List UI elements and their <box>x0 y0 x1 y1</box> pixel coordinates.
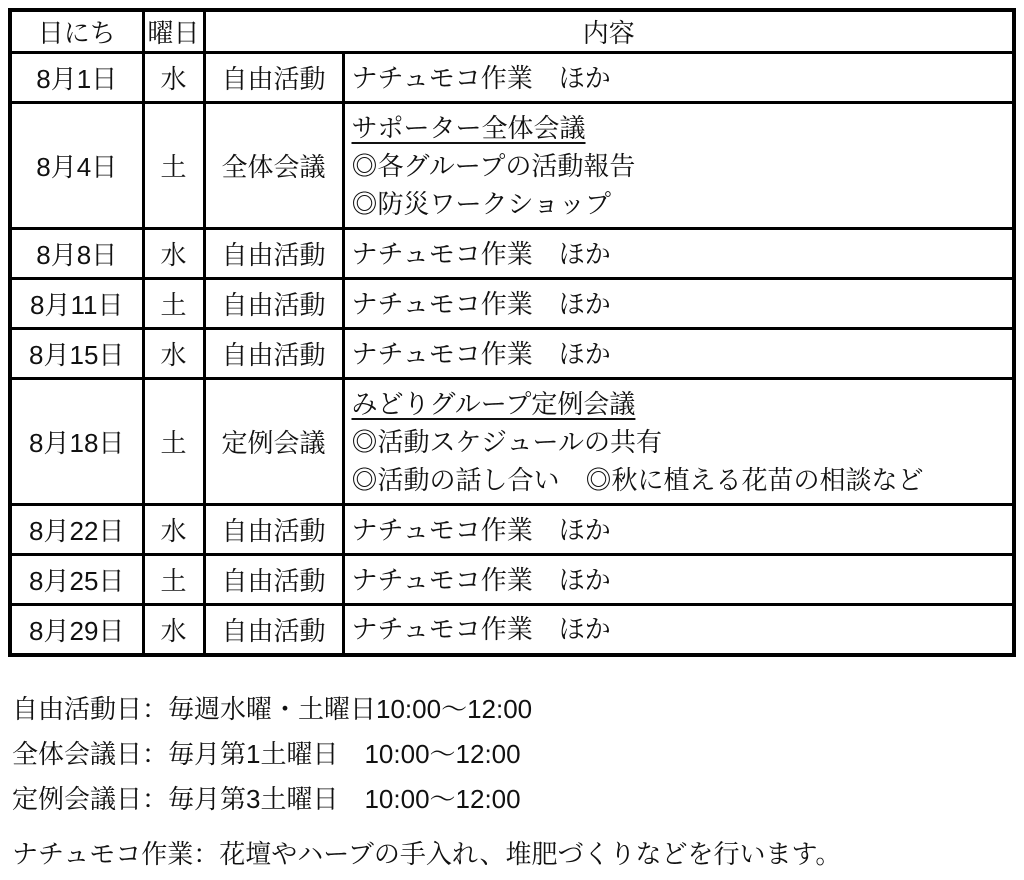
content-line: ◎活動スケジュールの共有 <box>351 426 662 457</box>
activity-cell: 自由活動 <box>204 505 343 555</box>
day-cell: 水 <box>143 605 204 655</box>
activity-cell: 全体会議 <box>204 103 343 229</box>
date-cell: 8月29日 <box>10 605 143 655</box>
date-cell: 8月1日 <box>10 53 143 103</box>
activity-cell: 自由活動 <box>204 229 343 279</box>
day-cell: 土 <box>143 555 204 605</box>
day-cell: 水 <box>143 53 204 103</box>
activity-cell: 自由活動 <box>204 329 343 379</box>
content-title-line: みどりグループ定例会議 <box>351 388 636 419</box>
header-date: 日にち <box>10 10 143 53</box>
content-cell <box>343 379 1014 505</box>
day-cell: 土 <box>143 279 204 329</box>
table-row <box>10 229 1014 279</box>
date-cell: 8月25日 <box>10 555 143 605</box>
table-row <box>10 379 1014 505</box>
content-line: ナチュモコ作業 ほか <box>351 514 611 545</box>
content-line: ナチュモコ作業 ほか <box>351 62 611 93</box>
date-cell: 8月15日 <box>10 329 143 379</box>
table-row <box>10 555 1014 605</box>
table-row <box>10 53 1014 103</box>
day-cell: 土 <box>143 379 204 505</box>
date-cell: 8月11日 <box>10 279 143 329</box>
content-line: ナチュモコ作業 ほか <box>351 338 611 369</box>
table-row <box>10 605 1014 655</box>
content-line: ナチュモコ作業 ほか <box>351 564 611 595</box>
note-free-activity: 自由活動日：毎週水曜・土曜日10:00～12:00 <box>12 693 533 724</box>
table-header-row <box>10 10 1014 53</box>
content-line: ナチュモコ作業 ほか <box>351 238 611 269</box>
table-row <box>10 329 1014 379</box>
table-row <box>10 279 1014 329</box>
date-cell: 8月8日 <box>10 229 143 279</box>
activity-cell: 自由活動 <box>204 53 343 103</box>
content-line: ◎各グループの活動報告 <box>351 150 636 181</box>
day-cell: 土 <box>143 103 204 229</box>
day-cell: 水 <box>143 505 204 555</box>
activity-cell: 定例会議 <box>204 379 343 505</box>
activity-cell: 自由活動 <box>204 279 343 329</box>
content-cell <box>343 605 1014 655</box>
content-title-line: サポーター全体会議 <box>351 112 586 143</box>
content-line: ナチュモコ作業 ほか <box>351 614 611 645</box>
date-cell: 8月22日 <box>10 505 143 555</box>
content-cell <box>343 229 1014 279</box>
date-cell: 8月4日 <box>10 103 143 229</box>
activity-cell: 自由活動 <box>204 555 343 605</box>
table-row <box>10 103 1014 229</box>
day-cell: 水 <box>143 229 204 279</box>
note-natumoko: ナチュモコ作業：花壇やハーブの手入れ、堆肥づくりなどを行います。 <box>12 838 842 869</box>
note-regular-meeting: 定例会議日：毎月第3土曜日 10:00～12:00 <box>12 783 521 814</box>
content-cell <box>343 279 1014 329</box>
content-cell <box>343 329 1014 379</box>
footnotes <box>12 687 1018 877</box>
note-general-meeting: 全体会議日：毎月第1土曜日 10:00～12:00 <box>12 738 521 769</box>
content-cell <box>343 555 1014 605</box>
header-content: 内容 <box>204 10 1014 53</box>
day-cell: 水 <box>143 329 204 379</box>
content-cell <box>343 505 1014 555</box>
content-line: ◎活動の話し合い ◎秋に植える花苗の相談など <box>351 464 924 495</box>
content-line: ◎防災ワークショップ <box>351 188 611 219</box>
date-cell: 8月18日 <box>10 379 143 505</box>
content-cell <box>343 103 1014 229</box>
table-row <box>10 505 1014 555</box>
activity-cell: 自由活動 <box>204 605 343 655</box>
content-line: ナチュモコ作業 ほか <box>351 288 611 319</box>
schedule-table <box>8 8 1016 657</box>
header-day: 曜日 <box>143 10 204 53</box>
content-cell <box>343 53 1014 103</box>
